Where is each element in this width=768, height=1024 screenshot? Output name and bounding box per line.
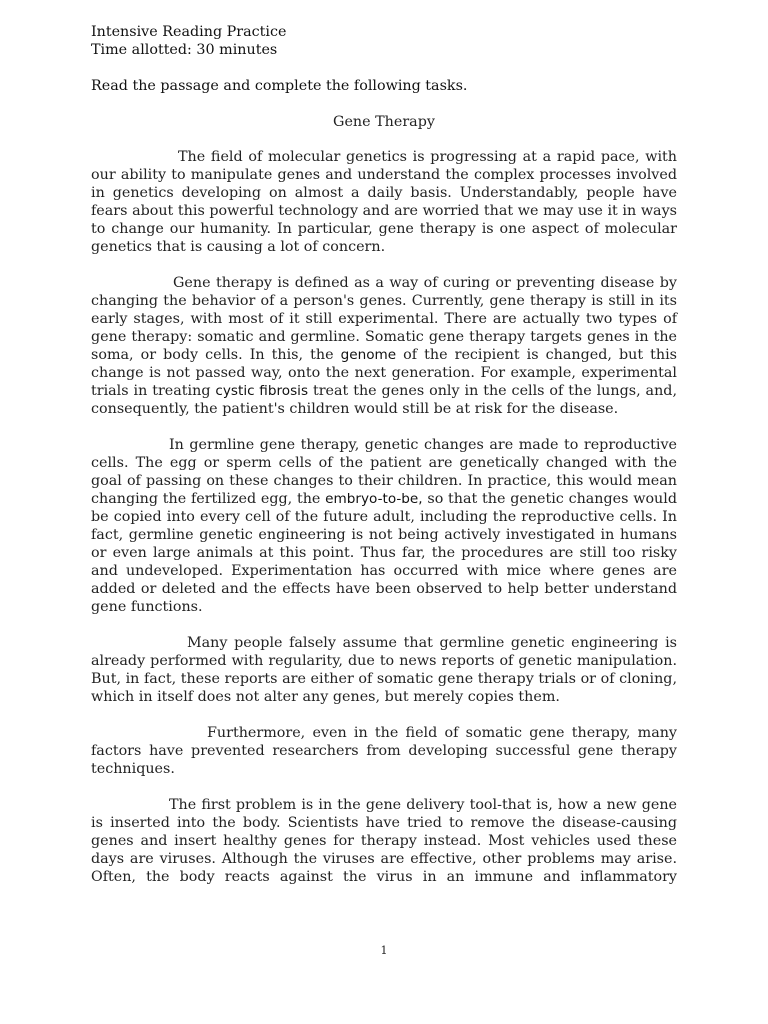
paragraph-2 <box>91 274 677 418</box>
document-page <box>91 23 677 886</box>
page-number: 1 <box>380 944 388 957</box>
paragraph-3-text-b: so that the genetic changes would be copied into every cell of the future adult, including the reproductive cells. In fact, germline genetic engineering is not being actively investigated in humans or even large animals at this point. Thus far, the procedures are still too risky and undeveloped. Experimentation has occurred with mice where genes are added or deleted and the effects have been observed to help better understand gene functions. <box>91 491 677 615</box>
passage-title: Gene Therapy <box>333 114 435 130</box>
paragraph-2-text-a: Gene therapy is defined as a way of curing or preventing disease by changing the behavior of a person's genes. Currently, gene therapy is still in its early stages, with most of it still experimental. There are actually two types of gene therapy: somatic and germline. Somatic gene therapy targets genes in the soma, or body cells. In this, the <box>91 275 677 363</box>
paragraph-5: Furthermore, even in the field of somatic gene therapy, many factors have prevented researchers from developing successful gene therapy techniques. <box>91 725 677 777</box>
keyword-embryo-to-be: embryo-to-be, <box>325 491 423 507</box>
keyword-cystic-fibrosis: cystic fibrosis <box>215 383 309 399</box>
paragraph-2-text-c: treat the genes only in the cells of the lungs, and, consequently, the patient's children would still be at risk for the disease. <box>91 383 677 417</box>
paragraph-2-text-b: of the recipient is changed, but this change is not passed way, onto the next generation. For example, experimental trials in treating <box>91 347 677 399</box>
paragraph-3 <box>91 436 677 616</box>
header-title: Intensive Reading Practice <box>91 24 287 40</box>
keyword-genome: genome <box>340 347 397 363</box>
paragraph-4: Many people falsely assume that germline genetic engineering is already performed with regularity, due to news reports of genetic manipulation. But, in fact, these reports are either of somatic gene therapy trials or of cloning, which in itself does not alter any genes, but merely copies them. <box>91 635 677 705</box>
paragraph-6: The first problem is in the gene delivery tool-that is, how a new gene is inserted into the body. Scientists have tried to remove the disease-causing genes and insert healthy genes for therapy instead. Most vehicles used these days are viruses. Although the viruses are effective, other problems may arise. Often, the body reacts against the virus in an immune and inflammatory <box>91 797 677 885</box>
paragraph-3-text-a: In germline gene therapy, genetic changes are made to reproductive cells. The egg or sperm cells of the patient are genetically changed with the goal of passing on these changes to their children. In practice, this would mean changing the fertilized egg, the <box>91 437 677 507</box>
header-time-allotted: Time allotted: 30 minutes <box>91 42 278 58</box>
instruction-text: Read the passage and complete the following tasks. <box>91 78 468 94</box>
paragraph-1: The field of molecular genetics is progressing at a rapid pace, with our ability to manipulate genes and understand the complex processes involved in genetics developing on almost a daily basis. Understandably, people have fears about this powerful technology and are worried that we may use it in ways to change our humanity. In particular, gene therapy is one aspect of molecular genetics that is causing a lot of concern. <box>91 149 677 255</box>
